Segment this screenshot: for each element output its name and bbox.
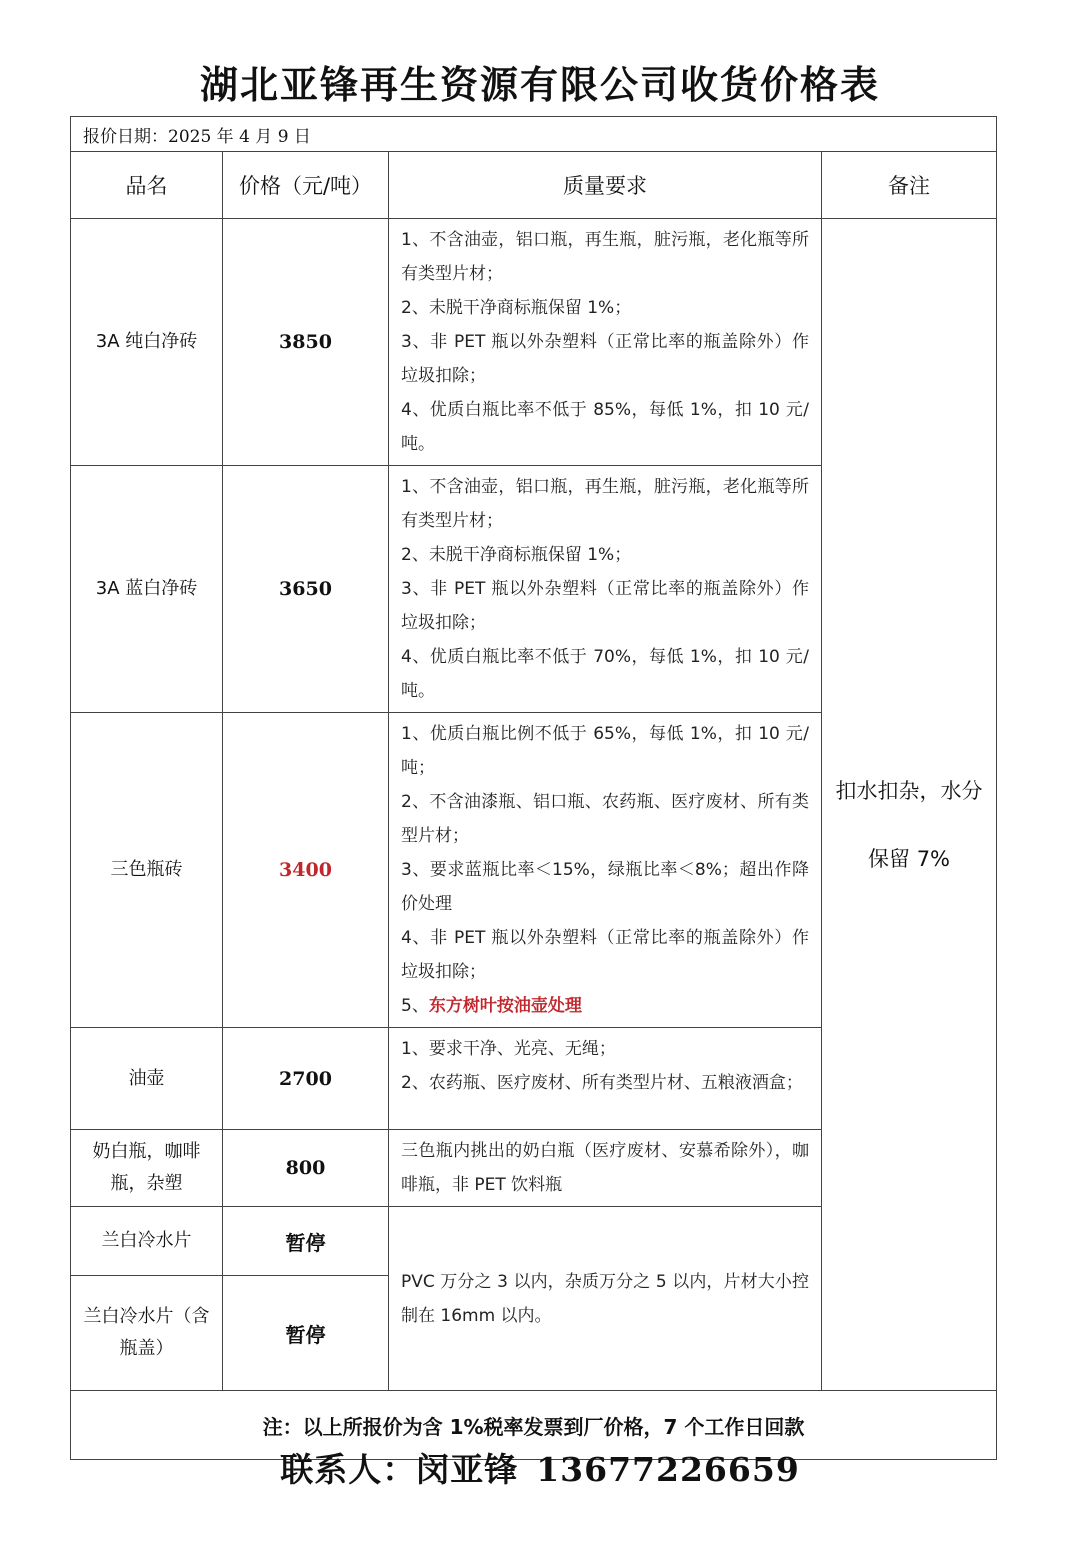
product-price: 3400 — [223, 713, 389, 1028]
quality-requirements — [389, 1028, 822, 1130]
product-price: 暂停 — [223, 1276, 389, 1391]
quote-date: 报价日期：2025 年 4 月 9 日 — [71, 117, 997, 152]
header-note: 备注 — [822, 152, 997, 219]
requirement-item: 三色瓶内挑出的奶白瓶（医疗废材、安慕希除外），咖啡瓶，非 PET 饮料瓶 — [401, 1141, 809, 1195]
remark-line-2: 保留 7% — [868, 846, 951, 871]
requirement-item — [401, 989, 809, 1023]
quality-requirements — [389, 713, 822, 1028]
quality-requirements — [389, 219, 822, 466]
table-row — [71, 219, 997, 466]
requirement-highlight: 东方树叶按油壶处理 — [428, 996, 582, 1016]
quote-date-row — [71, 117, 997, 152]
requirement-item: 2、未脱干净商标瓶保留 1%； — [401, 545, 632, 565]
price-table — [70, 116, 997, 1460]
quality-requirements — [389, 1130, 822, 1207]
contact-phone: 13677226659 — [536, 1450, 800, 1489]
product-price: 800 — [223, 1130, 389, 1207]
header-price: 价格（元/吨） — [223, 152, 389, 219]
footer-note: 注：以上所报价为含 1%税率发票到厂价格，7 个工作日回款 — [71, 1391, 997, 1460]
requirement-item: 3、非 PET 瓶以外杂塑料（正常比率的瓶盖除外）作垃圾扣除； — [401, 579, 809, 633]
requirement-item: 3、非 PET 瓶以外杂塑料（正常比率的瓶盖除外）作垃圾扣除； — [401, 332, 809, 386]
header-name: 品名 — [71, 152, 223, 219]
remark-line-1: 扣水扣杂，水分 — [835, 778, 983, 803]
requirement-item: 4、优质白瓶比率不低于 70%，每低 1%，扣 10 元/吨。 — [401, 647, 809, 701]
product-name: 兰白冷水片（含瓶盖） — [71, 1276, 223, 1391]
requirement-item: PVC 万分之 3 以内，杂质万分之 5 以内，片材大小控制在 16mm 以内。 — [401, 1271, 809, 1326]
requirement-item: 1、要求干净、光亮、无绳； — [401, 1039, 616, 1059]
product-name: 奶白瓶，咖啡瓶，杂塑 — [71, 1130, 223, 1207]
requirement-prefix: 5、 — [401, 996, 429, 1016]
product-price: 暂停 — [223, 1207, 389, 1276]
requirement-item: 3、要求蓝瓶比率＜15%，绿瓶比率＜8%；超出作降价处理 — [401, 860, 809, 914]
header-quality: 质量要求 — [389, 152, 822, 219]
requirement-item: 2、未脱干净商标瓶保留 1%； — [401, 298, 632, 318]
requirement-item: 2、不含油漆瓶、铝口瓶、农药瓶、医疗废材、所有类型片材； — [401, 792, 809, 846]
requirement-item: 1、不含油壶，铝口瓶，再生瓶，脏污瓶，老化瓶等所有类型片材； — [401, 230, 809, 284]
product-price: 2700 — [223, 1028, 389, 1130]
quality-requirements — [389, 466, 822, 713]
header-row — [71, 152, 997, 219]
product-name: 三色瓶砖 — [71, 713, 223, 1028]
requirement-item: 1、不含油壶，铝口瓶，再生瓶，脏污瓶，老化瓶等所有类型片材； — [401, 477, 809, 531]
remark-cell — [822, 219, 997, 1391]
requirement-item: 4、非 PET 瓶以外杂塑料（正常比率的瓶盖除外）作垃圾扣除； — [401, 928, 809, 982]
product-name: 3A 纯白净砖 — [71, 219, 223, 466]
contact-label: 联系人：闵亚锋 — [280, 1450, 519, 1489]
requirement-item: 2、农药瓶、医疗废材、所有类型片材、五粮液酒盒； — [401, 1073, 803, 1093]
product-name: 油壶 — [71, 1028, 223, 1130]
requirement-item: 1、优质白瓶比例不低于 65%，每低 1%，扣 10 元/吨； — [401, 724, 809, 778]
product-price: 3850 — [223, 219, 389, 466]
contact-line — [0, 1444, 1080, 1491]
page-title: 湖北亚锋再生资源有限公司收货价格表 — [199, 63, 880, 107]
product-price: 3650 — [223, 466, 389, 713]
product-name: 3A 蓝白净砖 — [71, 466, 223, 713]
requirement-item: 4、优质白瓶比率不低于 85%，每低 1%，扣 10 元/吨。 — [401, 400, 809, 454]
quality-requirements — [389, 1207, 822, 1391]
product-name: 兰白冷水片 — [71, 1207, 223, 1276]
